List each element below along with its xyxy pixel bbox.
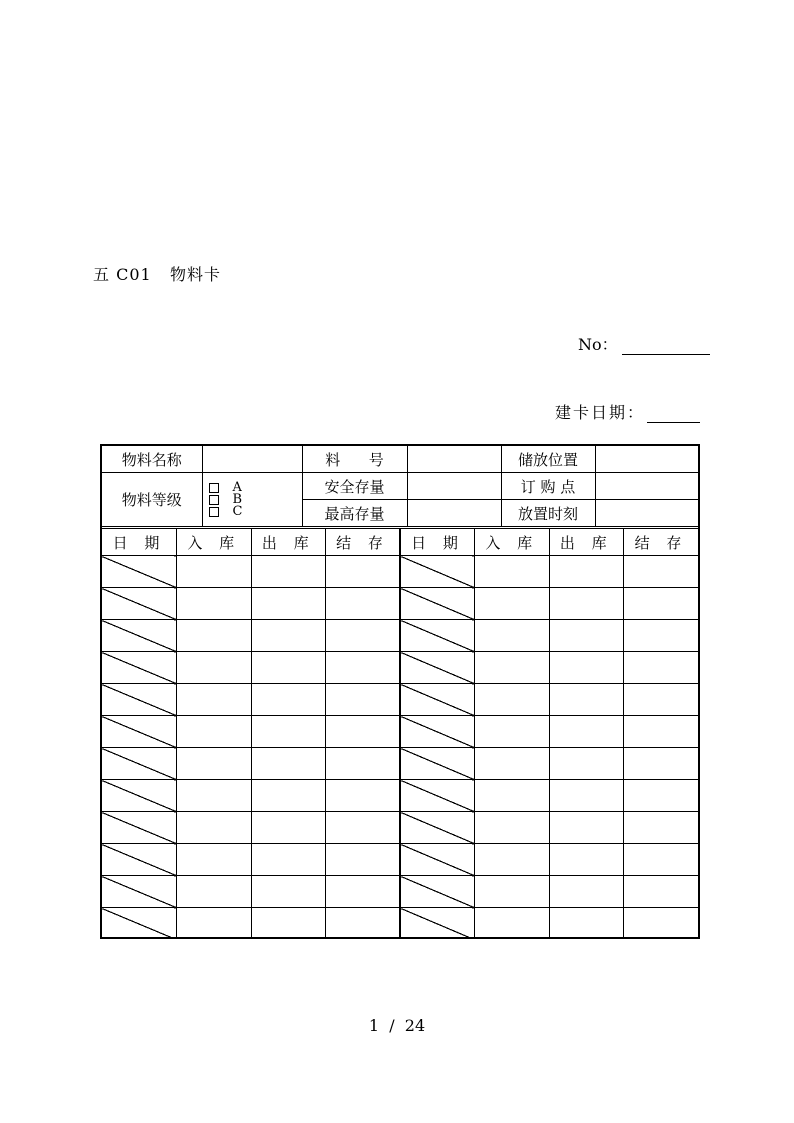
grade-option-label: A <box>232 479 242 495</box>
out-cell[interactable] <box>549 748 624 780</box>
date-cell[interactable] <box>400 652 475 684</box>
out-cell[interactable] <box>549 620 624 652</box>
out-cell[interactable] <box>549 556 624 588</box>
grade-option-b[interactable] <box>209 491 302 507</box>
in-cell[interactable] <box>177 620 252 652</box>
creation-date-line <box>555 400 700 423</box>
table-row <box>102 652 698 684</box>
date-cell[interactable] <box>400 716 475 748</box>
ledger-header-date: 日 期 <box>400 529 475 556</box>
safety-stock-label: 安全存量 <box>302 473 407 500</box>
out-cell[interactable] <box>251 556 326 588</box>
in-cell[interactable] <box>177 652 252 684</box>
out-cell[interactable] <box>251 812 326 844</box>
balance-cell[interactable] <box>624 716 699 748</box>
out-cell[interactable] <box>251 748 326 780</box>
material-grade-label: 物料等级 <box>102 473 202 527</box>
in-cell[interactable] <box>177 908 252 940</box>
date-cell[interactable] <box>102 556 177 588</box>
table-row <box>102 716 698 748</box>
material-info-table <box>102 446 698 527</box>
out-cell[interactable] <box>549 844 624 876</box>
in-cell[interactable] <box>177 748 252 780</box>
in-cell[interactable] <box>177 876 252 908</box>
balance-cell[interactable] <box>624 588 699 620</box>
storage-location-field[interactable] <box>595 446 698 473</box>
balance-cell[interactable] <box>326 812 401 844</box>
card-number-blank[interactable] <box>622 338 710 355</box>
material-name-field[interactable] <box>202 446 302 473</box>
in-cell[interactable] <box>177 588 252 620</box>
out-cell[interactable] <box>251 684 326 716</box>
date-cell[interactable] <box>102 876 177 908</box>
storage-location-label: 储放位置 <box>501 446 595 473</box>
date-cell[interactable] <box>102 812 177 844</box>
ledger-header-balance: 结 存 <box>326 529 401 556</box>
date-cell[interactable] <box>400 844 475 876</box>
date-cell[interactable] <box>102 716 177 748</box>
placement-time-label: 放置时刻 <box>501 500 595 527</box>
checkbox-icon[interactable] <box>209 483 219 493</box>
ledger-header-balance: 结 存 <box>624 529 699 556</box>
in-cell[interactable] <box>475 684 550 716</box>
creation-date-blank[interactable] <box>647 406 700 423</box>
in-cell[interactable] <box>475 876 550 908</box>
in-cell[interactable] <box>177 812 252 844</box>
out-cell[interactable] <box>251 620 326 652</box>
balance-cell[interactable] <box>624 844 699 876</box>
card-number-line <box>578 332 710 355</box>
balance-cell[interactable] <box>624 652 699 684</box>
page-number: 1 / 24 <box>368 1016 426 1035</box>
in-cell[interactable] <box>475 556 550 588</box>
in-cell[interactable] <box>177 716 252 748</box>
date-cell[interactable] <box>400 684 475 716</box>
material-grade-options <box>202 473 302 527</box>
table-row <box>102 780 698 812</box>
ledger-header-in: 入 库 <box>475 529 550 556</box>
date-cell[interactable] <box>102 620 177 652</box>
balance-cell[interactable] <box>326 908 401 940</box>
out-cell[interactable] <box>251 716 326 748</box>
date-cell[interactable] <box>400 780 475 812</box>
date-cell[interactable] <box>102 748 177 780</box>
balance-cell[interactable] <box>624 620 699 652</box>
table-row <box>102 876 698 908</box>
grade-option-c[interactable] <box>209 503 302 519</box>
in-cell[interactable] <box>177 684 252 716</box>
table-row <box>102 588 698 620</box>
grade-option-label: B <box>232 491 243 507</box>
checkbox-icon[interactable] <box>209 495 219 505</box>
placement-time-field[interactable] <box>595 500 698 527</box>
ledger-header-in: 入 库 <box>177 529 252 556</box>
date-cell[interactable] <box>400 588 475 620</box>
table-row <box>102 684 698 716</box>
in-cell[interactable] <box>177 556 252 588</box>
in-cell[interactable] <box>475 780 550 812</box>
out-cell[interactable] <box>251 588 326 620</box>
out-cell[interactable] <box>549 716 624 748</box>
in-cell[interactable] <box>475 716 550 748</box>
out-cell[interactable] <box>251 844 326 876</box>
out-cell[interactable] <box>251 780 326 812</box>
balance-cell[interactable] <box>326 844 401 876</box>
date-cell[interactable] <box>102 684 177 716</box>
out-cell[interactable] <box>251 908 326 940</box>
balance-cell[interactable] <box>624 908 699 940</box>
date-cell[interactable] <box>102 908 177 940</box>
table-row <box>102 620 698 652</box>
table-row <box>102 908 698 940</box>
out-cell[interactable] <box>549 684 624 716</box>
reorder-point-label: 订 购 点 <box>501 473 595 500</box>
out-cell[interactable] <box>251 876 326 908</box>
table-row <box>102 844 698 876</box>
table-row <box>102 556 698 588</box>
material-card <box>100 444 700 939</box>
in-cell[interactable] <box>475 620 550 652</box>
balance-cell[interactable] <box>326 620 401 652</box>
in-cell[interactable] <box>475 748 550 780</box>
date-cell[interactable] <box>400 620 475 652</box>
date-cell[interactable] <box>400 876 475 908</box>
out-cell[interactable] <box>549 780 624 812</box>
date-cell[interactable] <box>102 780 177 812</box>
balance-cell[interactable] <box>326 876 401 908</box>
date-cell[interactable] <box>400 556 475 588</box>
balance-cell[interactable] <box>624 780 699 812</box>
date-cell[interactable] <box>102 588 177 620</box>
balance-cell[interactable] <box>326 716 401 748</box>
in-cell[interactable] <box>475 908 550 940</box>
material-name-label: 物料名称 <box>102 446 202 473</box>
out-cell[interactable] <box>549 812 624 844</box>
out-cell[interactable] <box>549 908 624 940</box>
date-cell[interactable] <box>102 652 177 684</box>
ledger-body <box>102 556 698 940</box>
in-cell[interactable] <box>475 588 550 620</box>
balance-cell[interactable] <box>326 652 401 684</box>
in-cell[interactable] <box>475 812 550 844</box>
creation-date-label: 建卡日期： <box>555 403 646 422</box>
date-cell[interactable] <box>102 844 177 876</box>
checkbox-icon[interactable] <box>209 507 219 517</box>
date-cell[interactable] <box>400 908 475 940</box>
part-number-label: 料 号 <box>302 446 407 473</box>
out-cell[interactable] <box>549 876 624 908</box>
balance-cell[interactable] <box>624 556 699 588</box>
balance-cell[interactable] <box>624 684 699 716</box>
balance-cell[interactable] <box>326 684 401 716</box>
stock-ledger-table <box>102 528 698 939</box>
grade-option-a[interactable] <box>209 479 302 495</box>
ledger-header-date: 日 期 <box>102 529 177 556</box>
balance-cell[interactable] <box>624 876 699 908</box>
ledger-header-out: 出 库 <box>251 529 326 556</box>
table-row <box>102 812 698 844</box>
part-number-field[interactable] <box>407 446 501 473</box>
date-cell[interactable] <box>400 812 475 844</box>
document-heading: 五 C01 物料卡 <box>93 265 221 284</box>
max-stock-field[interactable] <box>407 500 501 527</box>
balance-cell[interactable] <box>624 748 699 780</box>
out-cell[interactable] <box>549 588 624 620</box>
in-cell[interactable] <box>177 780 252 812</box>
out-cell[interactable] <box>251 652 326 684</box>
table-row <box>102 748 698 780</box>
ledger-header-out: 出 库 <box>549 529 624 556</box>
in-cell[interactable] <box>475 652 550 684</box>
in-cell[interactable] <box>475 844 550 876</box>
grade-option-label: C <box>232 503 243 519</box>
balance-cell[interactable] <box>624 812 699 844</box>
ledger-header-row <box>102 529 698 556</box>
balance-cell[interactable] <box>326 556 401 588</box>
reorder-point-field[interactable] <box>595 473 698 500</box>
balance-cell[interactable] <box>326 780 401 812</box>
balance-cell[interactable] <box>326 588 401 620</box>
balance-cell[interactable] <box>326 748 401 780</box>
in-cell[interactable] <box>177 844 252 876</box>
card-number-label: No： <box>578 335 618 354</box>
date-cell[interactable] <box>400 748 475 780</box>
max-stock-label: 最高存量 <box>302 500 407 527</box>
out-cell[interactable] <box>549 652 624 684</box>
safety-stock-field[interactable] <box>407 473 501 500</box>
